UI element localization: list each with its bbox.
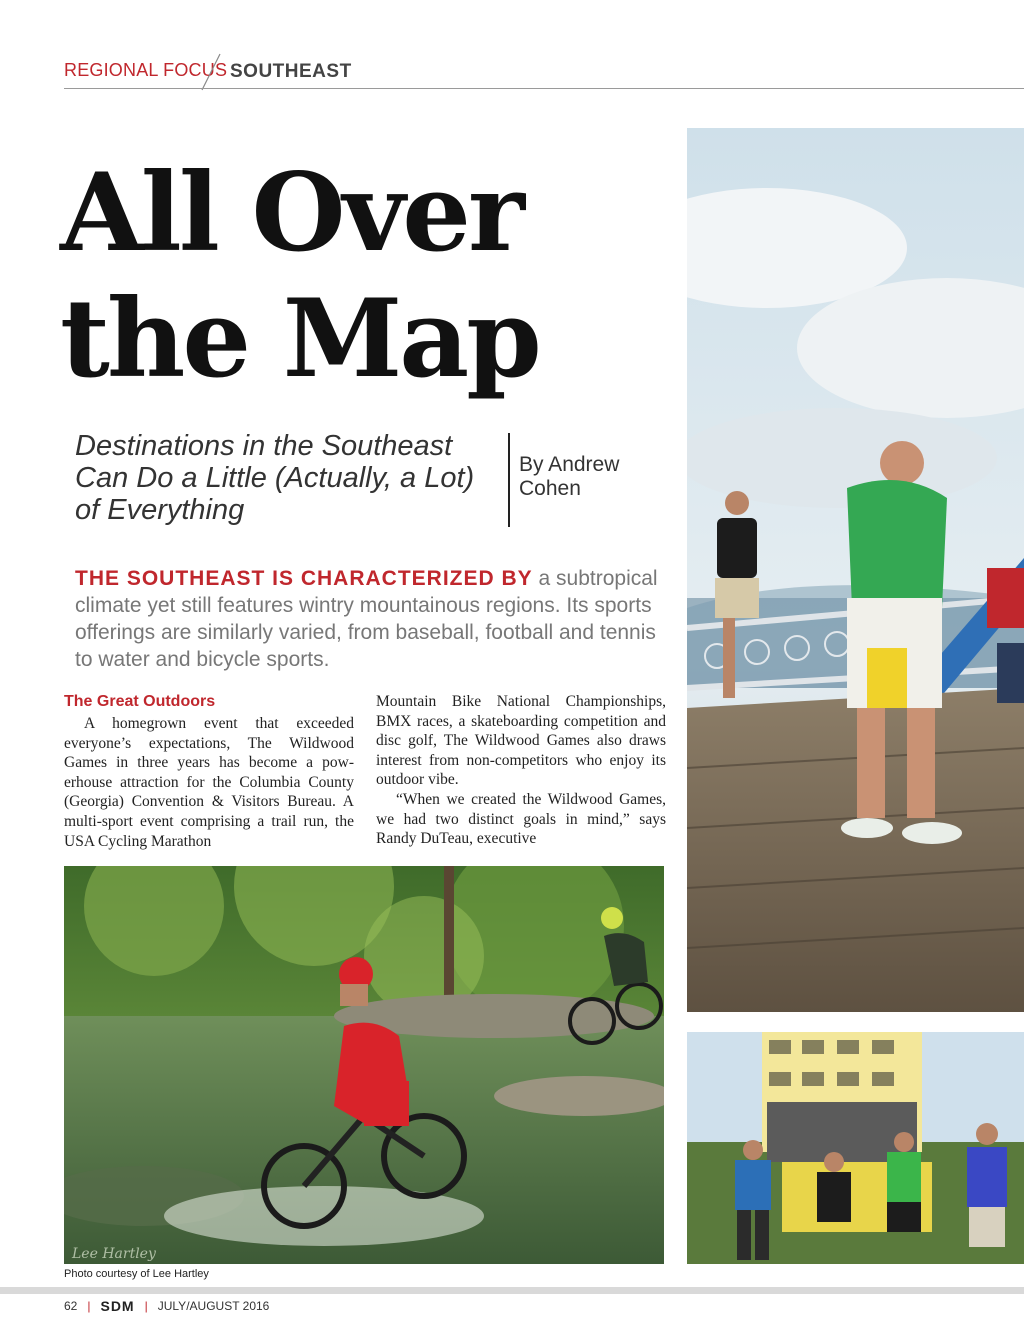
header-rule [64, 88, 1024, 89]
lead-paragraph [75, 565, 665, 673]
byline [519, 453, 639, 501]
body-column-2 [376, 692, 666, 849]
byline-line-2: Cohen [519, 477, 581, 500]
page-footer [64, 1298, 269, 1314]
footer-bar [0, 1287, 1024, 1294]
footer-separator: | [144, 1299, 148, 1313]
photo-podium [687, 1032, 1024, 1264]
body-column-1 [64, 692, 354, 851]
photo-bridge-man [687, 128, 1024, 1012]
title-line-2: the Map [60, 276, 539, 402]
article-subtitle [75, 430, 505, 526]
lead-caps: THE SOUTHEAST IS CHARACTERIZED BY [75, 567, 533, 590]
issue-date: JULY/AUGUST 2016 [157, 1299, 270, 1313]
page-number: 62 [64, 1299, 78, 1313]
header-slash-divider [196, 52, 226, 92]
body-paragraph: “When we created the Wildwood Games, we had two distinct goals in mind,” says Randy DuTeau, executive [376, 790, 666, 848]
subtitle-line-1: Destinations in the Southeast [75, 430, 453, 462]
photo-watermark: Lee Hartley [72, 1246, 156, 1262]
section-heading: The Great Outdoors [64, 693, 216, 710]
lead-text: a subtropical climate yet still features wintry mountainous regions. Its sports offerings are similarly varied, from baseball, football and tennis to water and bicycle sports. [75, 567, 658, 671]
body-paragraph: Mountain Bike National Championships, BMX races, a skateboarding competition and disc golf, The Wildwood Games also draws interest from non-competitors who enjoy its outdoor vibe. [376, 693, 666, 789]
title-line-1: All Over [60, 150, 522, 276]
section-name: SOUTHEAST [230, 61, 352, 82]
body-paragraph: A homegrown event that exceeded everyone’s expectations, The Wildwood Games in three years has become a pow-erhouse attraction for the Columbia County (Georgia) Convention & Visitors Bureau. A multi-sport event comprising a trail run, the USA Cycling Marathon [64, 715, 354, 850]
photo-credit: Photo courtesy of Lee Hartley [64, 1268, 209, 1280]
subtitle-line-3: of Everything [75, 494, 245, 526]
article-title [60, 150, 680, 402]
footer-separator: | [87, 1299, 91, 1313]
section-category: REGIONAL FOCUS [64, 60, 228, 80]
magazine-logo: SDM [100, 1298, 135, 1314]
photo-mountain-bikers [64, 866, 664, 1264]
byline-line-1: By Andrew [519, 453, 620, 476]
subtitle-line-2: Can Do a Little (Actually, a Lot) [75, 462, 475, 494]
byline-divider [508, 433, 510, 527]
